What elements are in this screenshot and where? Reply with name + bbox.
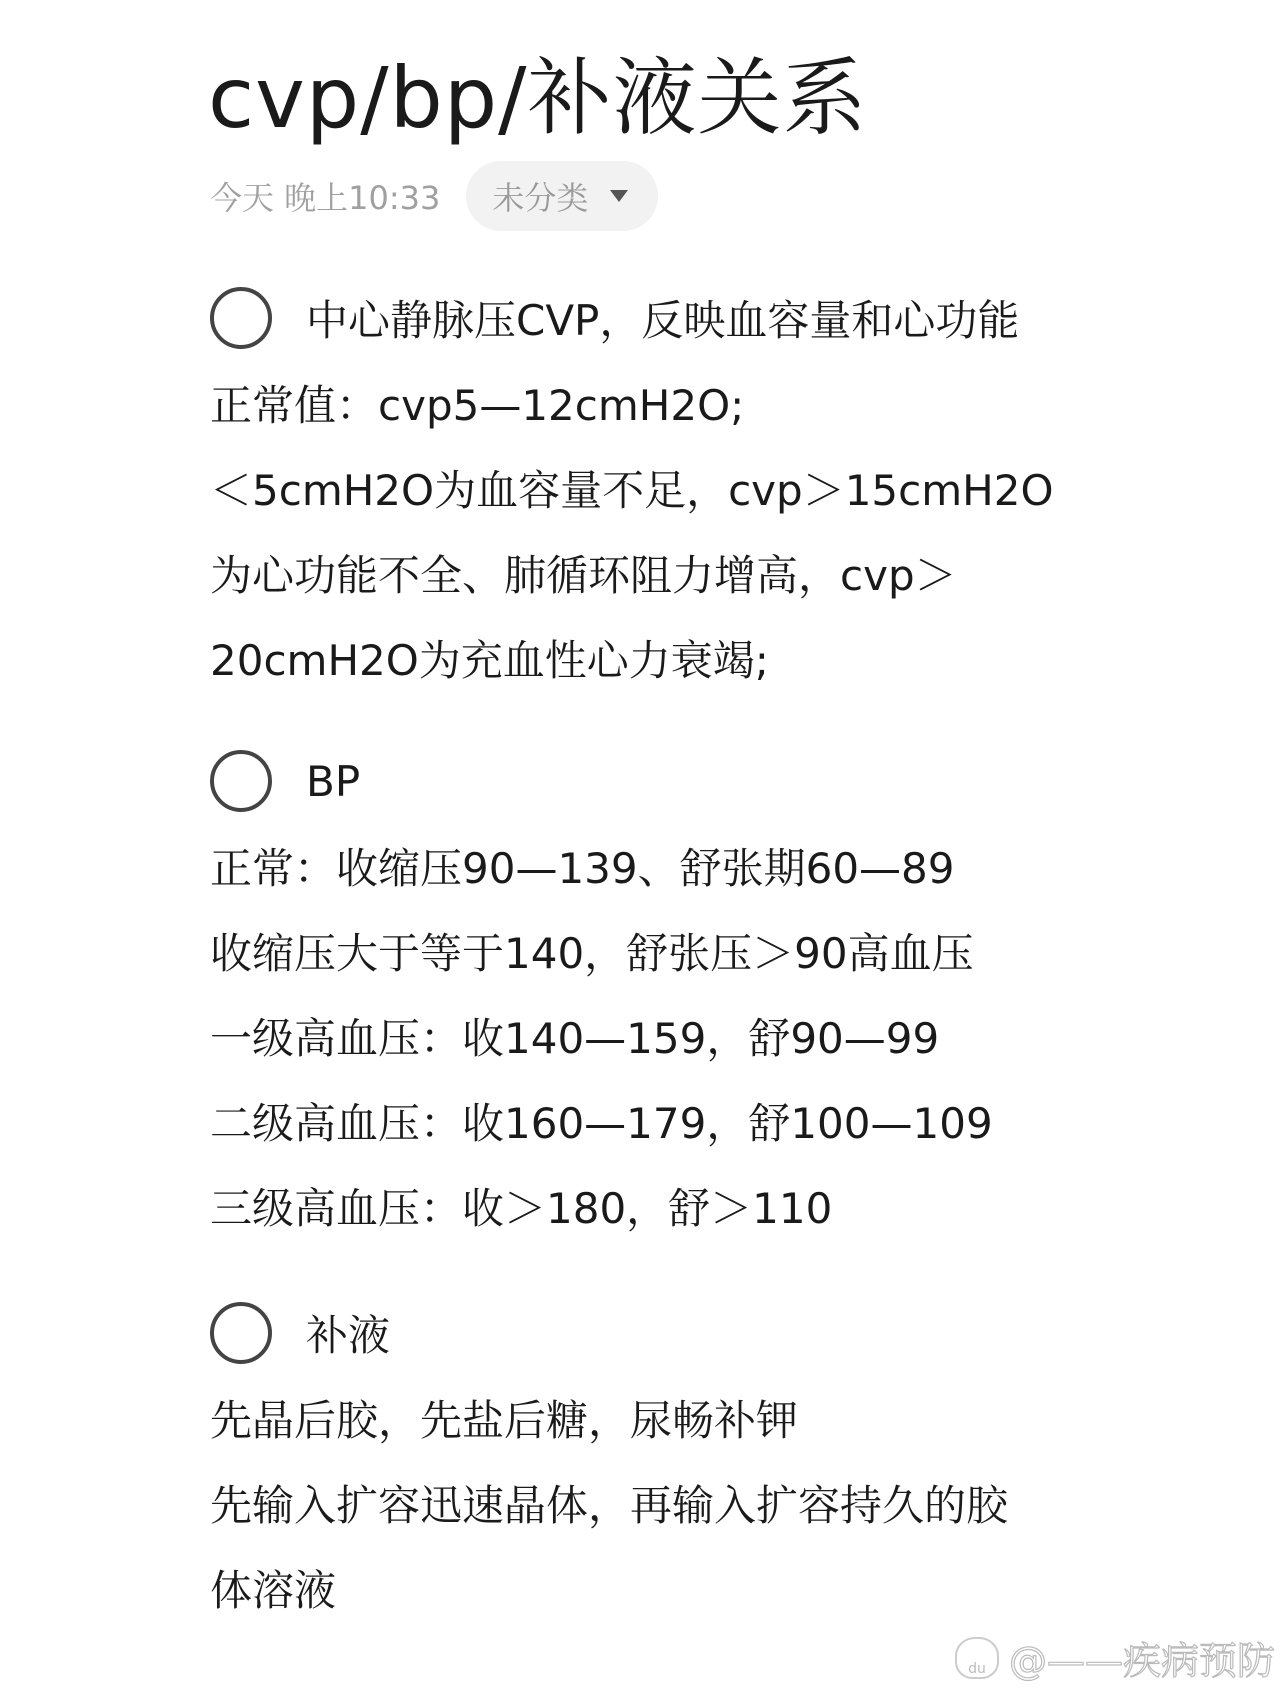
text-line: 三级高血压：收＞180，舒＞110: [210, 1184, 833, 1233]
chevron-down-icon: [610, 190, 628, 202]
text-line: 正常：收缩压90—139、舒张期60—89: [210, 844, 955, 893]
checkbox-circle-icon[interactable]: [210, 1302, 272, 1364]
note-meta: [210, 160, 658, 232]
section-fluid: [210, 1300, 1008, 1633]
section-cvp: [210, 285, 1054, 703]
section-heading: 中心静脉压CVP，反映血容量和心功能: [306, 296, 1020, 345]
watermark-text: @——疾病预防: [1009, 1639, 1276, 1683]
section-heading: BP: [306, 756, 361, 806]
note-title: cvp/bp/补液关系: [208, 49, 868, 147]
section-bp: [210, 748, 993, 1251]
category-label: 未分类: [492, 179, 589, 217]
text-line: 一级高血压：收140—159，舒90—99: [210, 1014, 940, 1063]
text-line: 正常值：cvp5—12cmH2O;: [210, 381, 745, 430]
text-line: 20cmH2O为充血性心力衰竭;: [210, 636, 769, 685]
note-timestamp: 今天 晚上10:33: [210, 179, 441, 217]
checkbox-circle-icon[interactable]: [210, 287, 272, 349]
text-line: 先晶后胶，先盐后糖，尿畅补钾: [210, 1396, 799, 1445]
watermark: [955, 1630, 1275, 1685]
text-line: 收缩压大于等于140，舒张压＞90高血压: [210, 929, 974, 978]
section-heading: 补液: [306, 1311, 391, 1360]
category-dropdown[interactable]: [466, 161, 658, 231]
text-line: 为心功能不全、肺循环阻力增高，cvp＞: [210, 551, 957, 600]
text-line: 二级高血压：收160—179，舒100—109: [210, 1099, 993, 1148]
text-line: 先输入扩容迅速晶体，再输入扩容持久的胶: [210, 1481, 1009, 1530]
checkbox-circle-icon[interactable]: [210, 750, 272, 812]
text-line: 体溶液: [210, 1566, 337, 1615]
text-line: ＜5cmH2O为血容量不足，cvp＞15cmH2O: [210, 466, 1054, 515]
baidu-paw-logo-icon: du: [955, 1637, 999, 1679]
